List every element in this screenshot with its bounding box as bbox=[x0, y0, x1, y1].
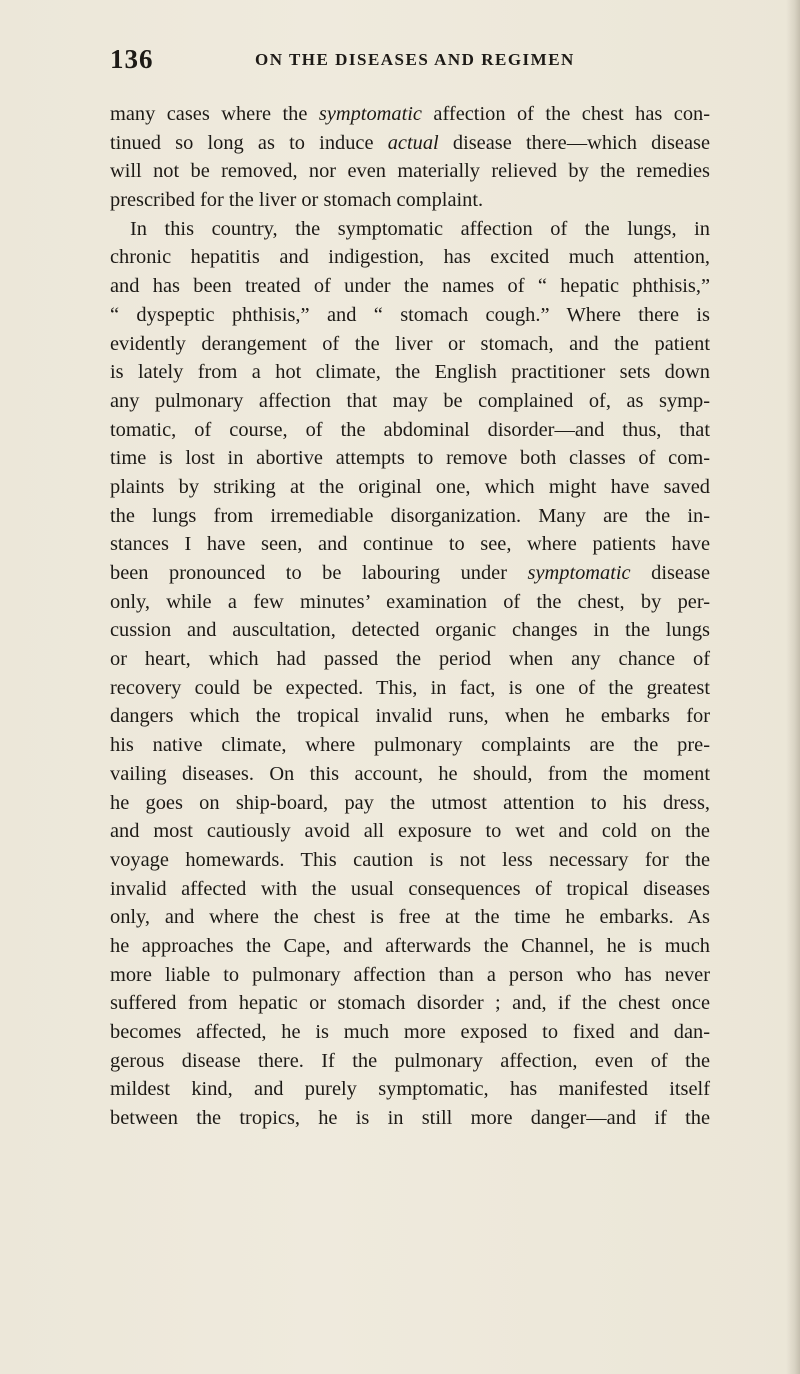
text-line bbox=[110, 100, 710, 129]
text-line bbox=[110, 186, 710, 215]
text-segment: disease there—which disease bbox=[438, 131, 711, 154]
text-segment: stances I have seen, and continue to see, where patients have bbox=[110, 533, 710, 556]
text-segment: the lungs from irremediable disorganization. Many are the in- bbox=[110, 504, 710, 527]
text-segment: only, while a few minutes’ examination of the chest, by per- bbox=[110, 590, 710, 613]
text-line bbox=[110, 702, 710, 731]
text-segment: or heart, which had passed the period when any chance of bbox=[110, 648, 710, 671]
text-line bbox=[110, 903, 710, 932]
text-segment: evidently derangement of the liver or stomach, and the patient bbox=[110, 332, 710, 355]
text-segment: been pronounced to be labouring under bbox=[110, 562, 528, 584]
text-line bbox=[110, 875, 710, 904]
text-segment: tinued so long as to induce bbox=[110, 131, 388, 154]
text-line bbox=[110, 444, 710, 473]
text-line bbox=[110, 358, 710, 387]
text-line bbox=[110, 1104, 710, 1133]
text-segment: any pulmonary affection that may be complained of, as symp- bbox=[110, 389, 710, 412]
body-text bbox=[110, 100, 710, 1133]
italic-text: symptomatic bbox=[318, 103, 422, 125]
text-line bbox=[110, 243, 710, 272]
text-segment: mildest kind, and purely symptomatic, has manifested itself bbox=[110, 1078, 710, 1101]
text-line bbox=[110, 502, 710, 531]
running-head: ON THE DISEASES AND REGIMEN bbox=[255, 50, 575, 69]
text-line bbox=[110, 215, 710, 244]
text-segment: becomes affected, he is much more exposed to fixed and dan- bbox=[110, 1021, 710, 1043]
text-line bbox=[110, 559, 710, 588]
page-number: 136 bbox=[110, 44, 154, 74]
text-segment: he approaches the Cape, and afterwards the Channel, he is much bbox=[110, 934, 710, 957]
text-segment: dangers which the tropical invalid runs, when he embarks for bbox=[110, 705, 710, 728]
text-line bbox=[110, 588, 710, 617]
text-segment: cussion and auscultation, detected organic changes in the lungs bbox=[110, 619, 710, 642]
text-segment: many cases where the bbox=[110, 103, 319, 125]
text-segment: he goes on ship-board, pay the utmost attention to his dress, bbox=[110, 791, 710, 814]
text-line bbox=[110, 157, 710, 186]
text-line bbox=[110, 674, 710, 703]
text-line bbox=[110, 129, 710, 158]
text-line bbox=[110, 1047, 710, 1076]
text-segment: tomatic, of course, of the abdominal disorder—and thus, that bbox=[110, 418, 710, 441]
text-segment: suffered from hepatic or stomach disorder ; and, if the chest once bbox=[110, 992, 710, 1015]
text-segment: vailing diseases. On this account, he should, from the moment bbox=[110, 762, 710, 785]
text-line bbox=[110, 817, 710, 846]
text-segment: will not be removed, nor even materially relieved by the remedies bbox=[110, 160, 710, 183]
text-segment: his native climate, where pulmonary complaints are the pre- bbox=[110, 734, 710, 757]
text-line bbox=[110, 1018, 710, 1047]
text-line bbox=[110, 272, 710, 301]
text-line bbox=[110, 387, 710, 416]
text-line bbox=[110, 932, 710, 961]
text-line bbox=[110, 789, 710, 818]
italic-text: actual bbox=[387, 131, 439, 154]
text-segment: more liable to pulmonary affection than a person who has never bbox=[110, 963, 710, 986]
italic-text: symptomatic bbox=[527, 562, 631, 584]
text-segment: invalid affected with the usual consequences of tropical diseases bbox=[110, 877, 710, 900]
text-segment: time is lost in abortive attempts to remove both classes of com- bbox=[110, 447, 710, 470]
text-segment: chronic hepatitis and indigestion, has excited much attention, bbox=[110, 246, 710, 269]
text-line bbox=[110, 301, 710, 330]
text-line bbox=[110, 760, 710, 789]
text-segment: recovery could be expected. This, in fact, is one of the greatest bbox=[110, 676, 710, 699]
text-line bbox=[110, 846, 710, 875]
text-segment: In this country, the symptomatic affection of the lungs, in bbox=[130, 217, 710, 240]
text-line bbox=[110, 416, 710, 445]
page-edge-shadow bbox=[786, 0, 800, 1374]
text-line bbox=[110, 961, 710, 990]
text-line bbox=[110, 731, 710, 760]
text-line bbox=[110, 1075, 710, 1104]
text-segment: gerous disease there. If the pulmonary affection, even of the bbox=[110, 1049, 710, 1072]
text-segment: voyage homewards. This caution is not less necessary for the bbox=[110, 848, 710, 871]
text-line bbox=[110, 473, 710, 502]
text-segment: disease bbox=[630, 562, 711, 584]
text-line bbox=[110, 330, 710, 359]
text-segment: prescribed for the liver or stomach complaint. bbox=[110, 189, 484, 212]
text-segment: and has been treated of under the names of “ hepatic phthisis,” bbox=[110, 275, 710, 298]
text-segment: only, and where the chest is free at the time he embarks. As bbox=[110, 906, 710, 929]
text-line bbox=[110, 989, 710, 1018]
text-segment: is lately from a hot climate, the English practitioner sets down bbox=[110, 361, 710, 384]
text-line bbox=[110, 645, 710, 674]
text-segment: between the tropics, he is in still more danger—and if the bbox=[110, 1107, 710, 1130]
text-segment: “ dyspeptic phthisis,” and “ stomach cough.” Where there is bbox=[110, 303, 710, 326]
text-segment: plaints by striking at the original one, which might have saved bbox=[110, 475, 710, 498]
page-header bbox=[110, 44, 710, 84]
text-segment: and most cautiously avoid all exposure to wet and cold on the bbox=[110, 820, 710, 843]
text-segment: affection of the chest has con- bbox=[421, 103, 711, 125]
text-line bbox=[110, 530, 710, 559]
text-line bbox=[110, 616, 710, 645]
